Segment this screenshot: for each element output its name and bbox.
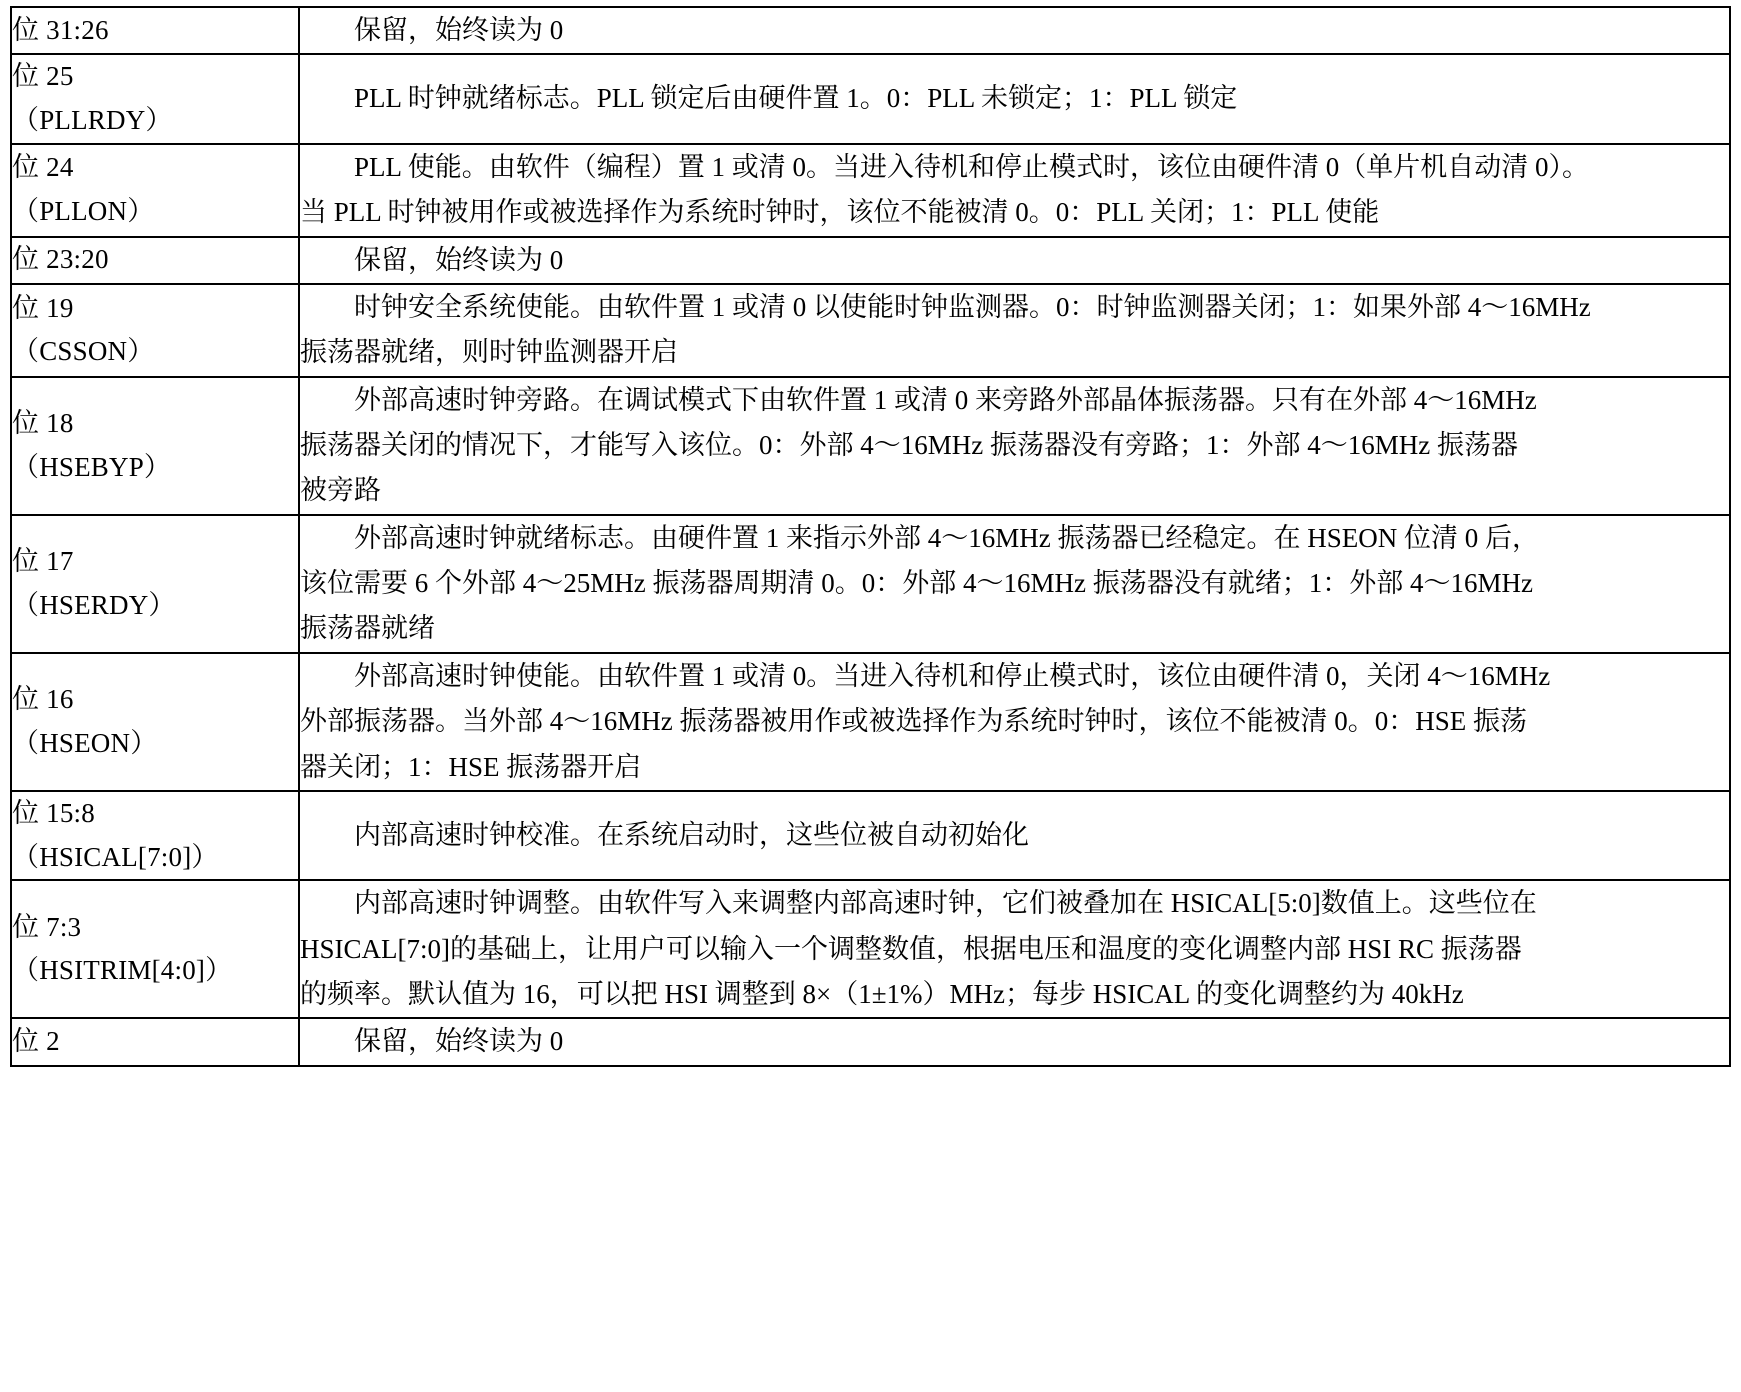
bits-cell	[11, 54, 299, 143]
table-row	[11, 7, 1730, 54]
bit-range: 位 18	[12, 407, 74, 438]
description-line: 振荡器就绪，则时钟监测器开启	[300, 337, 678, 368]
description-line: 的频率。默认值为 16，可以把 HSI 调整到 8×（1±1%）MHz；每步 HSICAL 的变化调整约为 40kHz	[300, 979, 1464, 1010]
table-row	[11, 144, 1730, 237]
description-line: PLL 使能。由软件（编程）置 1 或清 0。当进入待机和停止模式时，该位由硬件清 0（单片机自动清 0）。	[354, 151, 1589, 182]
table-row	[11, 515, 1730, 653]
description-line: 保留，始终读为 0	[354, 1026, 564, 1057]
description-line: 内部高速时钟调整。由软件写入来调整内部高速时钟，它们被叠加在 HSICAL[5:0]数值上。这些位在	[354, 888, 1537, 919]
bits-cell	[11, 1018, 299, 1065]
bit-range: 位 16	[12, 684, 74, 715]
description-cell	[299, 144, 1730, 237]
description-line: 保留，始终读为 0	[354, 244, 564, 275]
bit-range: 位 2	[12, 1026, 60, 1057]
description-line: 振荡器关闭的情况下，才能写入该位。0：外部 4～16MHz 振荡器没有旁路；1：外部 4～16MHz 振荡器	[300, 429, 1518, 460]
description-cell	[299, 791, 1730, 880]
bits-cell	[11, 653, 299, 791]
bits-cell	[11, 144, 299, 237]
bit-field-name: （HSEBYP）	[12, 451, 172, 482]
bits-cell	[11, 880, 299, 1018]
bit-range: 位 31:26	[12, 14, 109, 45]
table-row	[11, 653, 1730, 791]
description-line: 外部高速时钟使能。由软件置 1 或清 0。当进入待机和停止模式时，该位由硬件清 0，关闭 4～16MHz	[354, 660, 1551, 691]
bit-field-name: （HSEON）	[12, 727, 158, 758]
description-line: 振荡器就绪	[300, 613, 435, 644]
table-row	[11, 377, 1730, 515]
bit-field-name: （HSERDY）	[12, 589, 176, 620]
description-line: 当 PLL 时钟被用作或被选择作为系统时钟时，该位不能被清 0。0：PLL 关闭；1：PLL 使能	[300, 197, 1380, 228]
description-cell	[299, 54, 1730, 143]
bit-range: 位 17	[12, 546, 74, 576]
bit-range: 位 25	[12, 61, 74, 92]
description-line: PLL 时钟就绪标志。PLL 锁定后由硬件置 1。0：PLL 未锁定；1：PLL 锁定	[354, 83, 1238, 114]
table-row	[11, 791, 1730, 880]
table-body	[11, 7, 1730, 1066]
description-cell	[299, 237, 1730, 284]
register-bit-table	[10, 6, 1731, 1067]
bit-field-name: （PLLRDY）	[12, 105, 173, 136]
description-line: 外部高速时钟就绪标志。由硬件置 1 来指示外部 4～16MHz 振荡器已经稳定。在 HSEON 位清 0 后，	[354, 522, 1539, 553]
description-cell	[299, 284, 1730, 377]
bits-cell	[11, 7, 299, 54]
description-line: 外部振荡器。当外部 4～16MHz 振荡器被用作或被选择作为系统时钟时，该位不能被清 0。0：HSE 振荡	[300, 706, 1527, 737]
description-cell	[299, 377, 1730, 515]
description-cell	[299, 1018, 1730, 1065]
bit-range: 位 23:20	[12, 244, 109, 275]
description-line: 保留，始终读为 0	[354, 15, 564, 45]
description-line: 内部高速时钟校准。在系统启动时，这些位被自动初始化	[354, 819, 1029, 850]
table-row	[11, 1018, 1730, 1065]
description-line: 外部高速时钟旁路。在调试模式下由软件置 1 或清 0 来旁路外部晶体振荡器。只有在外部 4～16MHz	[354, 384, 1537, 415]
bits-cell	[11, 237, 299, 284]
table-row	[11, 54, 1730, 143]
description-cell	[299, 515, 1730, 653]
table-row	[11, 237, 1730, 284]
description-line: 该位需要 6 个外部 4～25MHz 振荡器周期清 0。0：外部 4～16MHz 振荡器没有就绪；1：外部 4～16MHz	[300, 568, 1533, 599]
bit-field-name: （CSSON）	[12, 336, 155, 367]
bits-cell	[11, 377, 299, 515]
bits-cell	[11, 284, 299, 377]
bit-field-name: （PLLON）	[12, 196, 155, 227]
bit-field-name: （HSICAL[7:0]）	[12, 841, 219, 872]
description-line: 被旁路	[300, 475, 381, 506]
bit-range: 位 24	[12, 152, 74, 183]
description-line: 器关闭；1：HSE 振荡器开启	[300, 751, 642, 782]
bits-cell	[11, 791, 299, 880]
description-cell	[299, 880, 1730, 1018]
bit-range: 位 15:8	[12, 797, 95, 828]
description-cell	[299, 7, 1730, 54]
table-row	[11, 284, 1730, 377]
table-row	[11, 880, 1730, 1018]
description-line: HSICAL[7:0]的基础上，让用户可以输入一个调整数值，根据电压和温度的变化调整内部 HSI RC 振荡器	[300, 933, 1522, 964]
bit-field-name: （HSITRIM[4:0]）	[12, 955, 233, 986]
bit-range: 位 19	[12, 292, 74, 323]
description-line: 时钟安全系统使能。由软件置 1 或清 0 以使能时钟监测器。0：时钟监测器关闭；1：如果外部 4～16MHz	[354, 291, 1591, 322]
bits-cell	[11, 515, 299, 653]
bit-range: 位 7:3	[12, 911, 82, 942]
description-cell	[299, 653, 1730, 791]
